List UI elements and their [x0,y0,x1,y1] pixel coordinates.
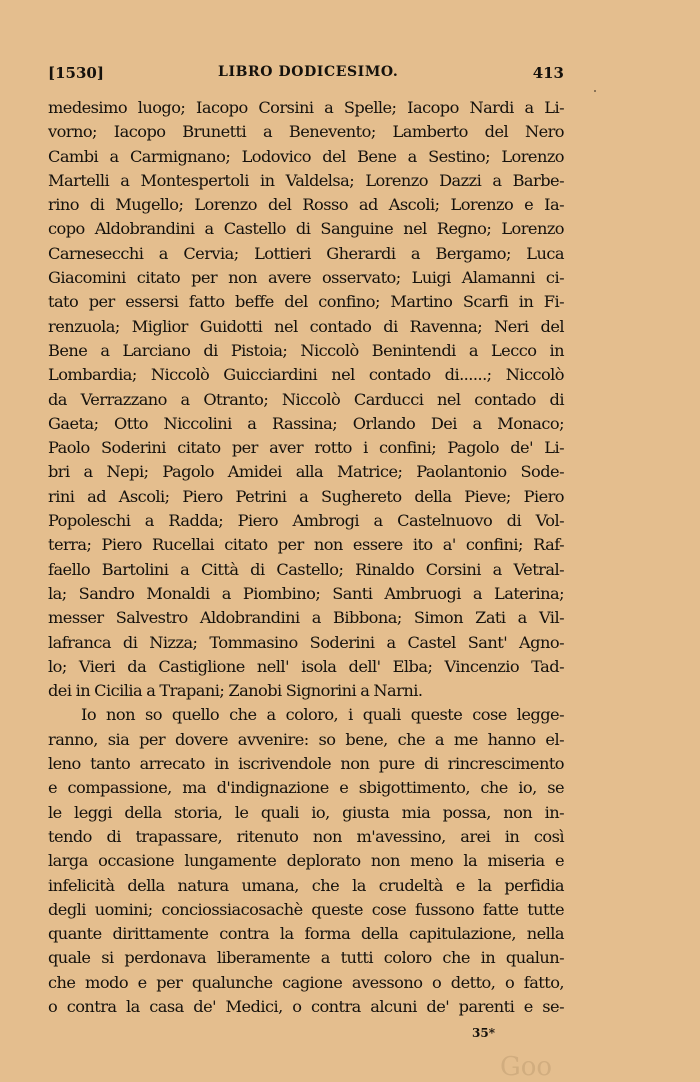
text-line: Lombardia; Niccolò Guicciardini nel contado di......; Niccolò [48,365,564,385]
body-text [48,96,564,1019]
text-line: quale si perdonava liberamente a tutti coloro che in qualun- [48,948,564,968]
text-line: Bene a Larciano di Pistoia; Niccolò Benintendi a Lecco in [48,340,564,360]
text-line: vorno; Iacopo Brunetti a Benevento; Lamberto del Nero [48,122,564,142]
text-line: o contra la casa de' Medici, o contra alcuni de' parenti e se- [48,996,564,1016]
text-line: faello Bartolini a Città di Castello; Rinaldo Corsini a Vetral- [48,559,564,579]
running-header [48,64,564,86]
text-line: lafranca di Nizza; Tommasino Soderini a Castel Sant' Agno- [48,632,564,652]
text-line: renzuola; Miglior Guidotti nel contado di Ravenna; Neri del [48,316,564,336]
text-line: da Verrazzano a Otranto; Niccolò Carducci nel contado di [48,389,564,409]
text-line: medesimo luogo; Iacopo Corsini a Spelle; Iacopo Nardi a Li- [48,98,564,117]
watermark-logo: Goo [500,1052,553,1082]
text-line: rini ad Ascoli; Piero Petrini a Sughereto della Pieve; Piero [48,486,564,506]
text-line: copo Aldobrandini a Castello di Sanguine nel Regno; Lorenzo [48,219,564,239]
text-line: messer Salvestro Aldobrandini a Bibbona; Simon Zati a Vil- [48,608,564,628]
text-line: la; Sandro Monaldi a Piombino; Santi Ambruogi a Laterina; [48,583,564,603]
text-line: Giacomini citato per non avere osservato; Luigi Alamanni ci- [48,268,564,288]
text-line: Gaeta; Otto Niccolini a Rassina; Orlando Dei a Monaco; [48,413,564,433]
text-line: rino di Mugello; Lorenzo del Rosso ad Ascoli; Lorenzo e Ia- [48,195,564,215]
text-line: bri a Nepi; Pagolo Amidei alla Matrice; Paolantonio Sode- [48,462,564,482]
text-line: infelicità della natura umana, che la crudeltà e la perfidia [48,875,564,895]
text-line: Cambi a Carmignano; Lodovico del Bene a Sestino; Lorenzo [48,146,564,166]
text-line: degli uomini; conciossiacosachè queste cose fussono fatte tutte [48,899,564,919]
header-year: [1530] [48,64,104,82]
text-line: ranno, sia per dovere avvenire: so bene, che a me hanno el- [48,729,564,749]
text-line: Popoleschi a Radda; Piero Ambrogi a Castelnuovo di Vol- [48,511,564,531]
text-line: Carnesecchi a Cervia; Lottieri Gherardi a Bergamo; Luca [48,243,564,263]
text-line: larga occasione lungamente deplorato non meno la miseria e [48,851,564,871]
header-title: LIBRO DODICESIMO. [218,64,399,80]
ink-speck [594,90,596,92]
text-line: Paolo Soderini citato per aver rotto i confini; Pagolo de' Li- [48,438,564,458]
text-line: Io non so quello che a coloro, i quali queste cose legge- [81,705,564,725]
text-line: che modo e per qualunche cagione avessono o detto, o fatto, [48,972,564,992]
text-line: tendo di trapassare, ritenuto non m'avessino, arei in così [48,826,564,846]
text-line: le leggi della storia, le quali io, giusta mia possa, non in- [48,802,564,822]
text-line: lo; Vieri da Castiglione nell' isola dell' Elba; Vincenzio Tad- [48,656,564,676]
signature-mark: 35* [472,1026,495,1040]
text-line: e compassione, ma d'indignazione e sbigottimento, che io, se [48,778,564,798]
text-line: Martelli a Montespertoli in Valdelsa; Lorenzo Dazzi a Barbe- [48,170,564,190]
text-line: dei in Cicilia a Trapani; Zanobi Signorini a Narni. [48,681,423,701]
text-line: terra; Piero Rucellai citato per non essere ito a' confini; Raf- [48,535,564,555]
text-line: quante dirittamente contra la forma della capitulazione, nella [48,924,564,944]
page-number: 413 [532,64,564,82]
text-line: tato per essersi fatto beffe del confino; Martino Scarfi in Fi- [48,292,564,312]
text-line: leno tanto arrecato in iscrivendole non pure di rincrescimento [48,754,564,774]
